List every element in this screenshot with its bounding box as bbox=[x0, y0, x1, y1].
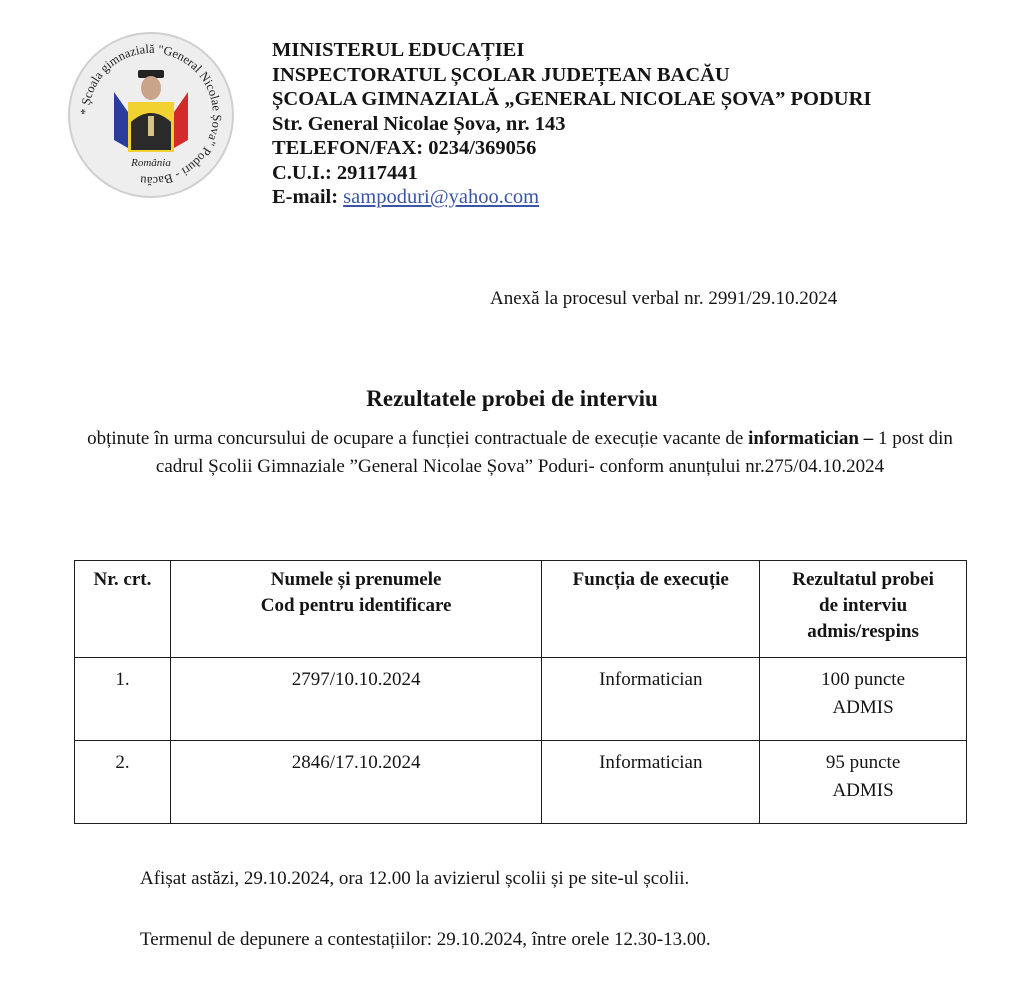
header-address: Str. General Nicolae Șova, nr. 143 bbox=[272, 112, 566, 135]
row-function: Informatician bbox=[542, 658, 760, 741]
header-name bbox=[170, 561, 542, 658]
header-result bbox=[760, 561, 967, 658]
header-school: ȘCOALA GIMNAZIALĂ „GENERAL NICOLAE ȘOVA” PODURI bbox=[272, 88, 872, 110]
description-position: informatician – bbox=[748, 428, 874, 449]
header-ministry: MINISTERUL EDUCAȚIEI bbox=[272, 39, 525, 61]
document-description bbox=[70, 425, 970, 481]
header-email-line bbox=[272, 185, 871, 210]
header-name-line1: Numele și prenumele bbox=[270, 569, 442, 590]
institution-header bbox=[272, 38, 871, 210]
header-nr: Nr. crt. bbox=[75, 561, 171, 658]
row-code: 2797/10.10.2024 bbox=[170, 658, 542, 741]
annex-reference: Anexă la procesul verbal nr. 2991/29.10.2024 bbox=[490, 288, 838, 309]
seal-ring-text: * Școala gimnazială "General Nicolae Șova" Poduri - Bacău bbox=[77, 41, 225, 189]
row-result bbox=[760, 658, 967, 741]
row-function: Informatician bbox=[542, 741, 760, 824]
email-label: E-mail: bbox=[272, 186, 339, 208]
header-name-line2: Cod pentru identificare bbox=[260, 595, 452, 616]
posting-note: Afișat astăzi, 29.10.2024, ora 12.00 la avizierul școlii și pe site-ul școlii. bbox=[140, 868, 690, 889]
header-phone: TELEFON/FAX: 0234/369056 bbox=[272, 137, 537, 159]
header-inspectorate: INSPECTORATUL ȘCOLAR JUDEȚEAN BACĂU bbox=[272, 63, 730, 86]
row-points: 95 puncte bbox=[825, 752, 901, 773]
row-status: ADMIS bbox=[832, 697, 894, 718]
row-nr: 1. bbox=[75, 658, 171, 741]
row-nr: 2. bbox=[75, 741, 171, 824]
row-result bbox=[760, 741, 967, 824]
description-part1: obținute în urma concursului de ocupare a funcției contractuale de execuție vacante de bbox=[87, 428, 744, 449]
appeal-deadline-note: Termenul de depunere a contestațiilor: 29.10.2024, între orele 12.30-13.00. bbox=[140, 929, 711, 950]
description-part2: 1 post din cadrul Școlii Gimnaziale ”General Nicolae Șova” Poduri- conform anunțului nr.275/04.10.2024 bbox=[155, 428, 953, 477]
results-table bbox=[74, 560, 967, 824]
table-row bbox=[75, 741, 967, 824]
header-result-line2: de interviu bbox=[819, 595, 908, 616]
document-title: Rezultatele probei de interviu bbox=[366, 386, 658, 411]
school-seal-logo bbox=[66, 30, 236, 200]
header-function: Funcția de execuție bbox=[542, 561, 760, 658]
header-result-line1: Rezultatul probei bbox=[792, 569, 934, 590]
header-cui: C.U.I.: 29117441 bbox=[272, 161, 418, 184]
header-result-line3: admis/respins bbox=[807, 621, 919, 642]
table-header-row bbox=[75, 561, 967, 658]
row-status: ADMIS bbox=[832, 780, 894, 801]
row-code: 2846/17.10.2024 bbox=[170, 741, 542, 824]
seal-center-text: România bbox=[131, 157, 171, 169]
row-points: 100 puncte bbox=[821, 669, 906, 690]
table-row bbox=[75, 658, 967, 741]
email-link[interactable]: sampoduri@yahoo.com bbox=[343, 186, 540, 208]
